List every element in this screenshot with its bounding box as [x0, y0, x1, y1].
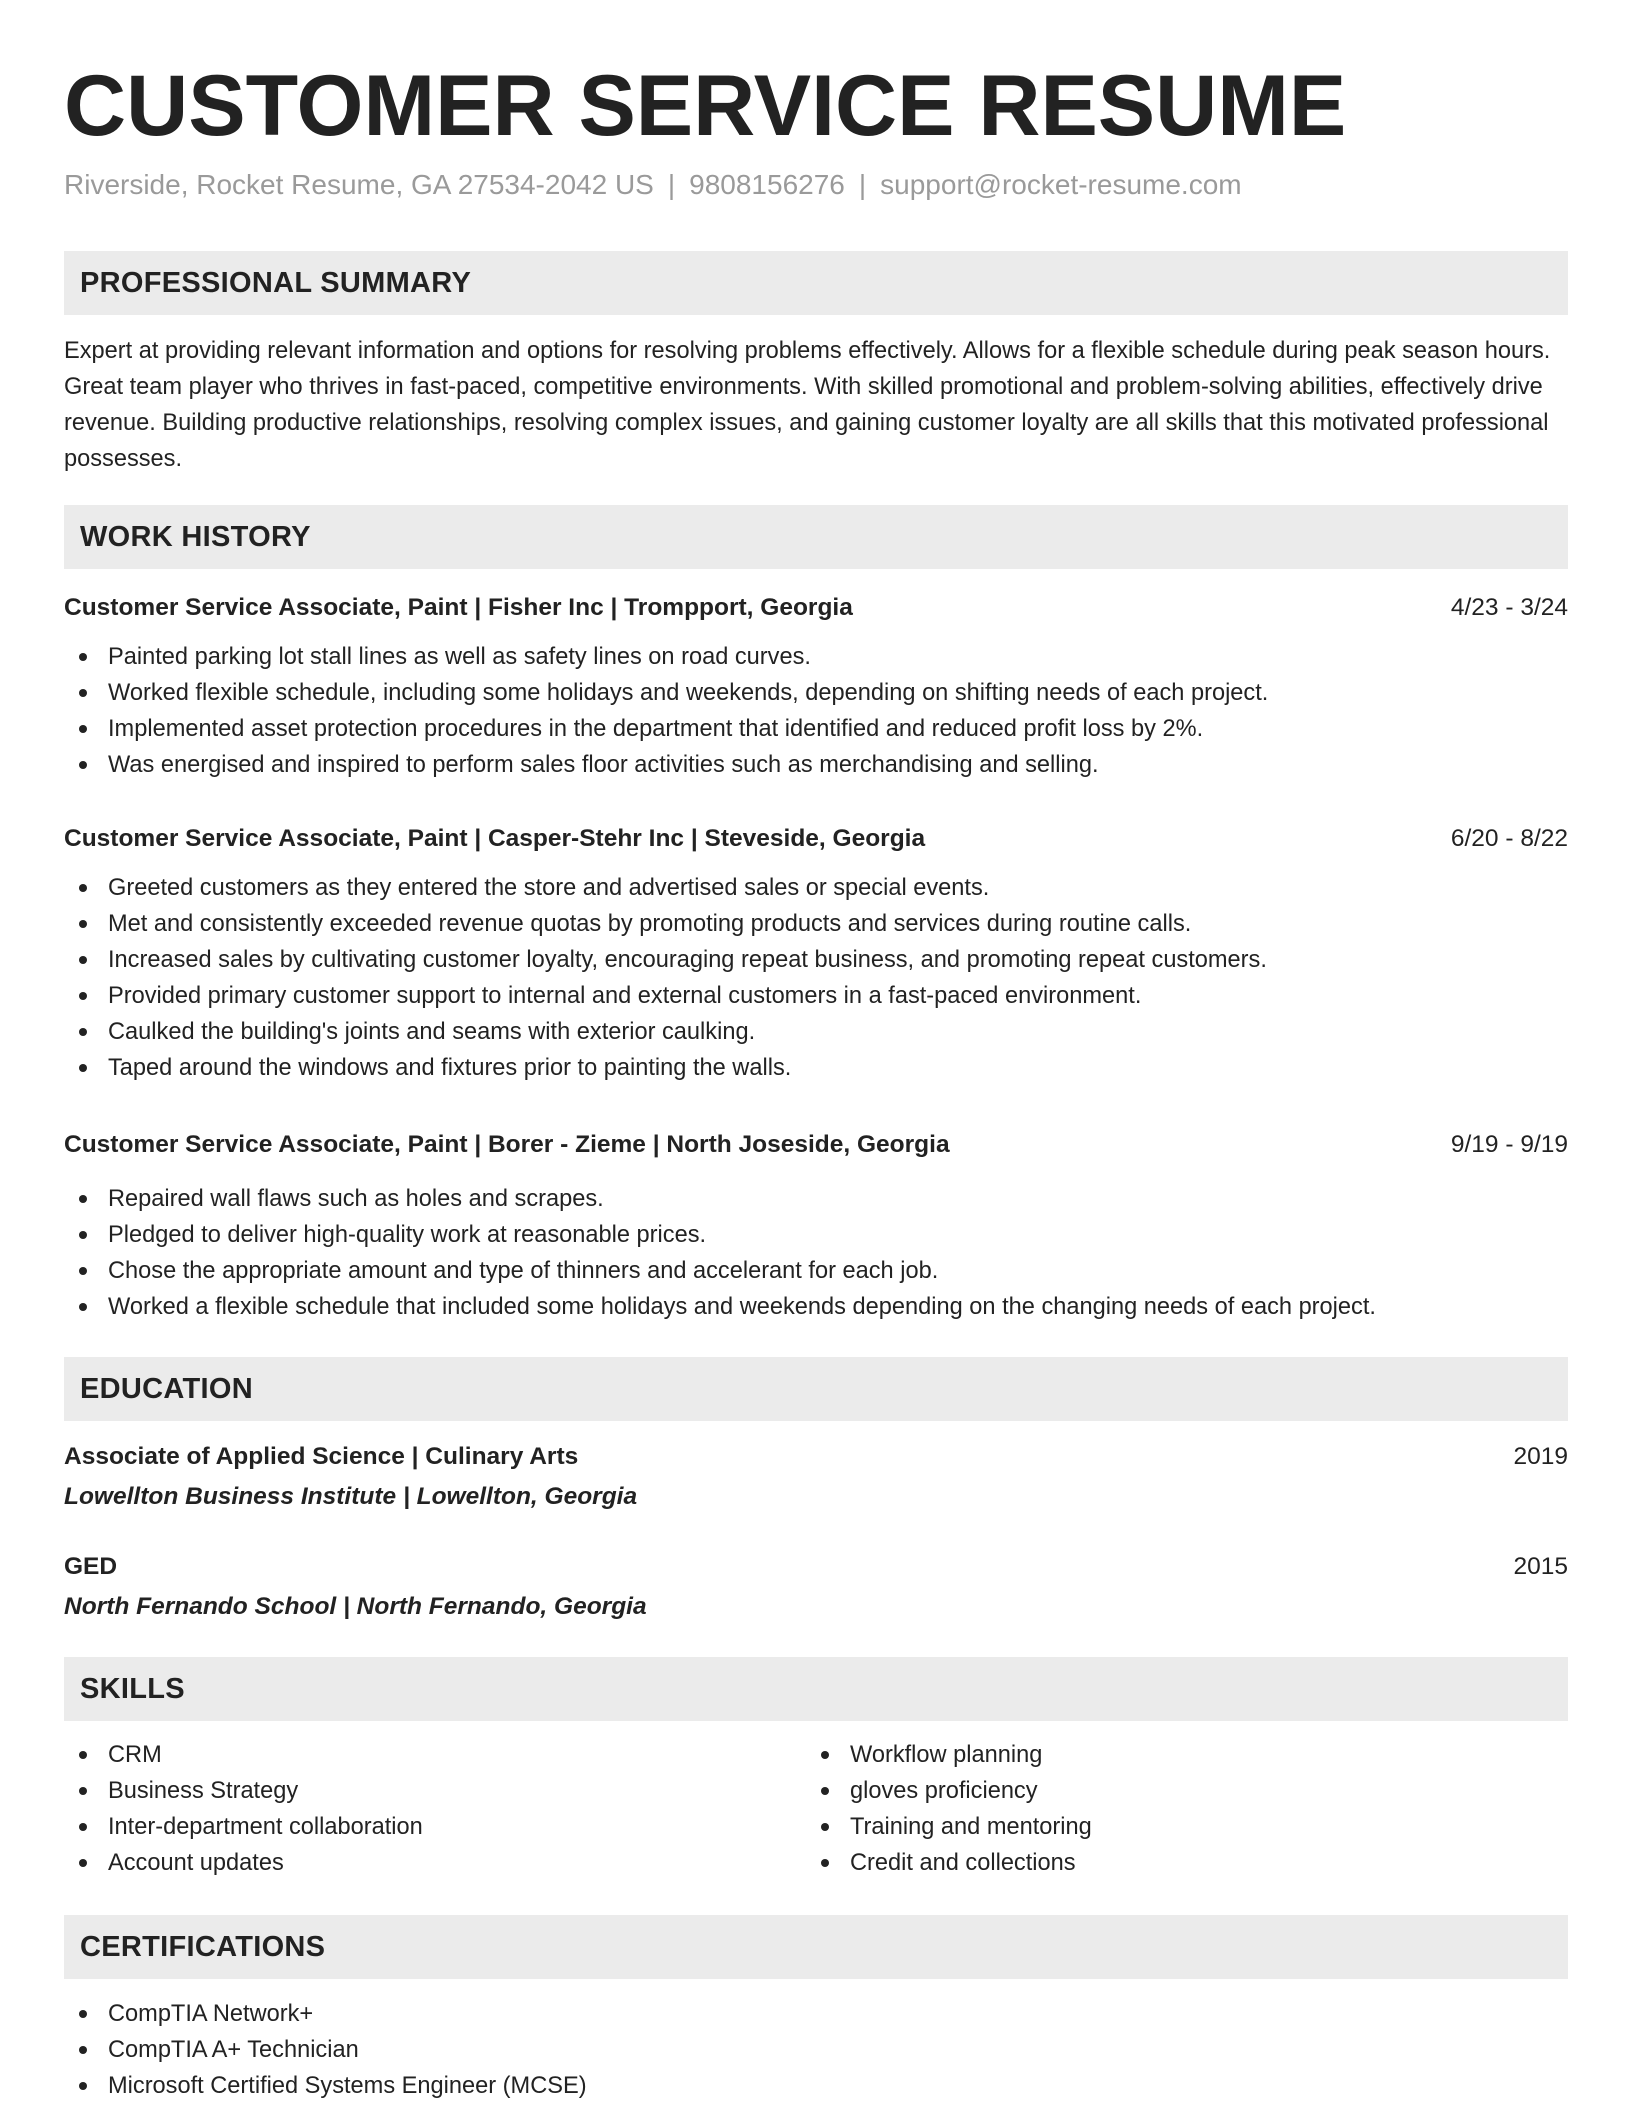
- skills-list-right: [806, 1737, 1092, 1881]
- list-item: [64, 1217, 1376, 1253]
- skill-text: Workflow planning: [850, 1742, 1043, 1768]
- education-school: North Fernando School | North Fernando, Georgia: [64, 1593, 647, 1620]
- skills-list-left: [64, 1737, 423, 1881]
- list-item: [64, 942, 1267, 978]
- education-year: 2019: [1513, 1443, 1568, 1470]
- bullet-text: Worked a flexible schedule that included some holidays and weekends depending on the changing needs of each project.: [108, 1294, 1376, 1320]
- list-item: [64, 1050, 1267, 1086]
- list-item: [64, 675, 1268, 711]
- bullet-icon: [79, 1064, 87, 1072]
- job-dates: 9/19 - 9/19: [1450, 1131, 1568, 1158]
- skill-text: gloves proficiency: [850, 1778, 1038, 1804]
- skill-text: Inter-department collaboration: [108, 1814, 423, 1840]
- bullet-icon: [821, 1787, 829, 1795]
- skill-text: Training and mentoring: [850, 1814, 1092, 1840]
- list-item: [64, 978, 1267, 1014]
- list-item: [64, 1181, 1376, 1217]
- job-header: [64, 1127, 1568, 1163]
- bullet-icon: [79, 1303, 87, 1311]
- education-degree: Associate of Applied Science | Culinary Arts: [64, 1443, 579, 1470]
- list-item: [64, 2032, 587, 2068]
- bullet-icon: [79, 920, 87, 928]
- section-title: PROFESSIONAL SUMMARY: [80, 267, 472, 299]
- section-title: EDUCATION: [80, 1373, 253, 1405]
- section-header-summary: [64, 251, 1568, 315]
- bullet-text: Was energised and inspired to perform sales floor activities such as merchandising and selling.: [108, 752, 1099, 778]
- list-item: [806, 1737, 1092, 1773]
- contact-separator: |: [858, 169, 867, 200]
- list-item: [64, 711, 1268, 747]
- list-item: [64, 1737, 423, 1773]
- list-item: [806, 1845, 1092, 1881]
- bullet-text: Caulked the building's joints and seams with exterior caulking.: [108, 1019, 756, 1045]
- bullet-icon: [79, 992, 87, 1000]
- job-header: [64, 821, 1568, 857]
- certification-text: CompTIA Network+: [108, 2001, 314, 2027]
- certification-text: Microsoft Certified Systems Engineer (MCSE): [108, 2073, 587, 2099]
- job-dates: 4/23 - 3/24: [1450, 594, 1568, 621]
- job-dates: 6/20 - 8/22: [1450, 825, 1568, 852]
- list-item: [64, 870, 1267, 906]
- bullet-icon: [79, 1751, 87, 1759]
- list-item: [64, 1289, 1376, 1325]
- skill-text: CRM: [108, 1742, 162, 1768]
- job-title: Customer Service Associate, Paint | Casper-Stehr Inc | Steveside, Georgia: [64, 825, 926, 852]
- bullet-text: Met and consistently exceeded revenue quotas by promoting products and services during routine calls.: [108, 911, 1192, 937]
- bullet-text: Greeted customers as they entered the store and advertised sales or special events.: [108, 875, 990, 901]
- list-item: [64, 1014, 1267, 1050]
- contact-email: support@rocket-resume.com: [880, 169, 1242, 200]
- skill-text: Credit and collections: [850, 1850, 1076, 1876]
- bullet-text: Pledged to deliver high-quality work at reasonable prices.: [108, 1222, 707, 1248]
- bullet-text: Implemented asset protection procedures in the department that identified and reduced profit loss by 2%.: [108, 716, 1204, 742]
- section-header-education: [64, 1357, 1568, 1421]
- bullet-icon: [79, 884, 87, 892]
- list-item: [64, 747, 1268, 783]
- job-bullets: [64, 639, 1268, 783]
- section-title: CERTIFICATIONS: [80, 1931, 326, 1963]
- contact-address: Riverside, Rocket Resume, GA 27534-2042 US: [64, 169, 654, 200]
- skill-text: Business Strategy: [108, 1778, 299, 1804]
- bullet-text: Taped around the windows and fixtures prior to painting the walls.: [108, 1055, 792, 1081]
- bullet-icon: [79, 1787, 87, 1795]
- education-entry-header: [64, 1439, 1568, 1475]
- bullet-icon: [79, 2082, 87, 2090]
- bullet-icon: [79, 1823, 87, 1831]
- bullet-icon: [79, 1028, 87, 1036]
- bullet-icon: [79, 761, 87, 769]
- job-title: Customer Service Associate, Paint | Borer - Zieme | North Joseside, Georgia: [64, 1131, 950, 1158]
- section-header-work-history: [64, 505, 1568, 569]
- list-item: [64, 2068, 587, 2104]
- bullet-text: Painted parking lot stall lines as well as safety lines on road curves.: [108, 644, 811, 670]
- contact-separator: |: [667, 169, 676, 200]
- section-title: WORK HISTORY: [80, 521, 311, 553]
- section-header-certifications: [64, 1915, 1568, 1979]
- bullet-icon: [79, 1267, 87, 1275]
- education-year: 2015: [1513, 1553, 1568, 1580]
- bullet-text: Worked flexible schedule, including some holidays and weekends, depending on shifting needs of each project.: [108, 680, 1269, 706]
- job-title: Customer Service Associate, Paint | Fisher Inc | Trompport, Georgia: [64, 594, 853, 621]
- list-item: [806, 1773, 1092, 1809]
- bullet-text: Provided primary customer support to internal and external customers in a fast-paced environment.: [108, 983, 1142, 1009]
- bullet-text: Repaired wall flaws such as holes and scrapes.: [108, 1186, 604, 1212]
- bullet-icon: [79, 653, 87, 661]
- job-bullets: [64, 870, 1267, 1086]
- list-item: [64, 1773, 423, 1809]
- bullet-icon: [79, 1195, 87, 1203]
- list-item: [806, 1809, 1092, 1845]
- section-header-skills: [64, 1657, 1568, 1721]
- bullet-icon: [821, 1823, 829, 1831]
- bullet-icon: [79, 1231, 87, 1239]
- bullet-text: Increased sales by cultivating customer loyalty, encouraging repeat business, and promoting repeat customers.: [108, 947, 1267, 973]
- contact-line: [64, 166, 1242, 204]
- bullet-icon: [821, 1859, 829, 1867]
- bullet-icon: [79, 2046, 87, 2054]
- bullet-text: Chose the appropriate amount and type of thinners and accelerant for each job.: [108, 1258, 939, 1284]
- section-title: SKILLS: [80, 1673, 185, 1705]
- list-item: [64, 1809, 423, 1845]
- resume-title: CUSTOMER SERVICE RESUME: [64, 58, 1347, 154]
- skill-text: Account updates: [108, 1850, 284, 1876]
- contact-phone: 9808156276: [689, 169, 845, 200]
- job-header: [64, 590, 1568, 626]
- list-item: [64, 906, 1267, 942]
- bullet-icon: [79, 725, 87, 733]
- bullet-icon: [79, 689, 87, 697]
- summary-text: Expert at providing relevant information and options for resolving problems effectively. Allows for a flexible schedule during peak season hours. Great team player who thrives in fast-paced, competitive environments. With skilled promotional and problem-solving abilities, effectively drive revenue. Building productive relationships, resolving complex issues, and gaining customer loyalty are all skills that this motivated professional possesses.: [64, 338, 1551, 472]
- list-item: [64, 639, 1268, 675]
- bullet-icon: [79, 2010, 87, 2018]
- list-item: [64, 1253, 1376, 1289]
- job-bullets: [64, 1181, 1376, 1325]
- bullet-icon: [821, 1751, 829, 1759]
- education-degree: GED: [64, 1553, 118, 1580]
- education-entry-header: [64, 1549, 1568, 1585]
- certification-text: CompTIA A+ Technician: [108, 2037, 359, 2063]
- list-item: [64, 1845, 423, 1881]
- education-school: Lowellton Business Institute | Lowellton, Georgia: [64, 1483, 638, 1510]
- list-item: [64, 1996, 587, 2032]
- bullet-icon: [79, 956, 87, 964]
- certifications-list: [64, 1996, 587, 2104]
- bullet-icon: [79, 1859, 87, 1867]
